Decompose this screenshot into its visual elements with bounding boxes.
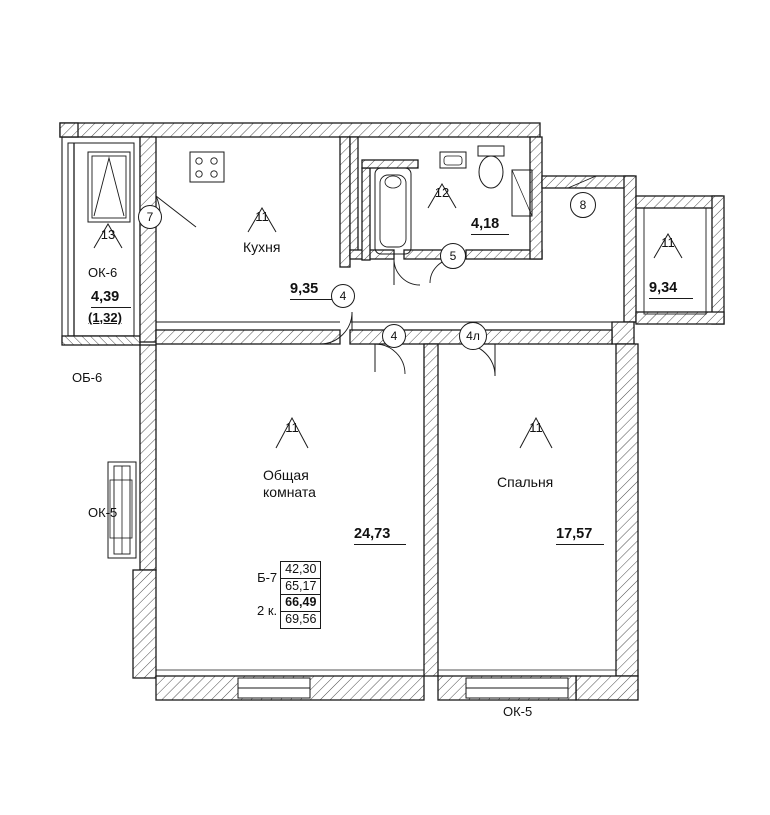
area-value-total: 65,17 (281, 578, 321, 595)
underline-bathroom-area (471, 234, 509, 235)
callout-4-living[interactable]: 4 (382, 324, 406, 348)
label-ok5-left: ОК-5 (88, 505, 118, 520)
area-bedroom: 17,57 (556, 526, 593, 542)
underline-loggia-area (91, 307, 131, 308)
room-label-living-line1: Общая (263, 467, 309, 483)
underline-balcony-area (649, 298, 693, 299)
area-loggia-coefficient: (1,32) (88, 310, 122, 325)
ceiling-marker-bedroom: 11 (529, 420, 543, 435)
area-value-total-living: 42,30 (281, 562, 321, 579)
callout-8[interactable]: 8 (570, 192, 596, 218)
callout-4-kitchen[interactable]: 4 (331, 284, 355, 308)
label-ob6: ОБ-6 (72, 370, 103, 385)
room-label-living-line2: комната (263, 484, 316, 500)
room-label-kitchen: Кухня (243, 239, 281, 255)
area-loggia: 4,39 (91, 289, 120, 305)
ceiling-marker-balcony-right: 11 (661, 235, 675, 250)
area-value-main: 66,49 (281, 595, 321, 612)
label-ok5-bottom: ОК-5 (503, 704, 533, 719)
room-label-bedroom: Спальня (497, 474, 554, 490)
area-bathroom: 4,18 (471, 216, 500, 232)
ceiling-marker-bathroom: 12 (434, 185, 450, 200)
area-kitchen: 9,35 (290, 281, 319, 297)
area-balcony-right: 9,34 (649, 280, 678, 296)
label-ok6: ОК-6 (88, 265, 118, 280)
callout-5[interactable]: 5 (440, 243, 466, 269)
loggia-marker: 13 (100, 227, 116, 242)
apartment-code: Б-7 (257, 570, 278, 585)
ceiling-marker-living: 11 (285, 420, 299, 435)
callout-4l-bedroom[interactable]: 4л (459, 322, 487, 350)
underline-kitchen-area (290, 299, 336, 300)
underline-living-area (354, 544, 406, 545)
area-value-with-balcony: 69,56 (281, 611, 321, 628)
apartment-summary-table (253, 561, 321, 629)
area-living: 24,73 (354, 526, 391, 542)
ceiling-marker-kitchen: 11 (255, 209, 269, 224)
callout-7[interactable]: 7 (138, 205, 162, 229)
underline-bedroom-area (556, 544, 604, 545)
rooms-count: 2 к. (257, 603, 278, 619)
